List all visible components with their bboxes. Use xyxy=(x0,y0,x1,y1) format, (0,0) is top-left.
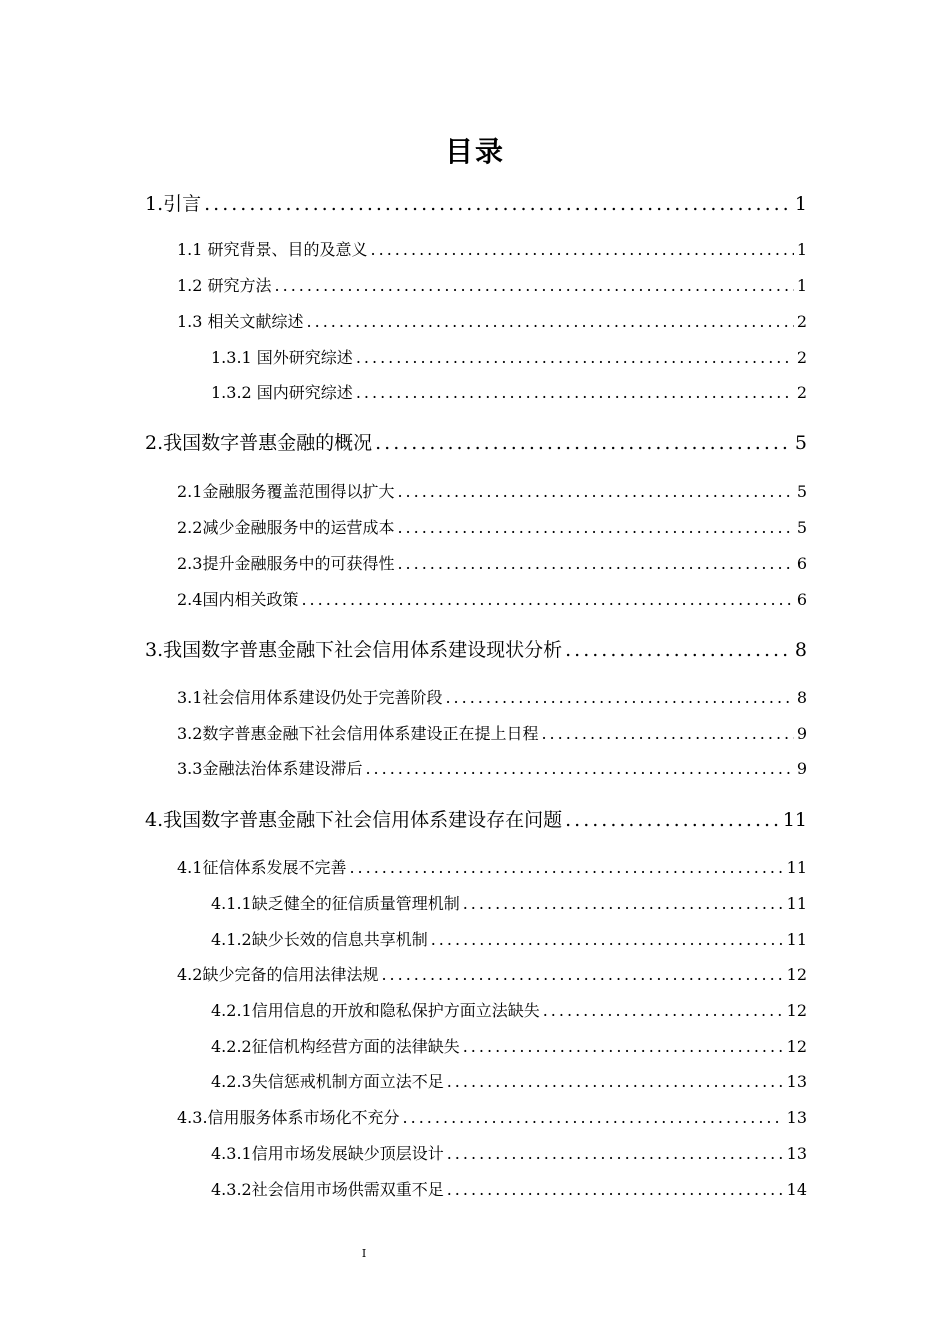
toc-entry-text: 3.1社会信用体系建设仍处于完善阶段 xyxy=(177,688,443,707)
toc-entry[interactable] xyxy=(211,346,807,370)
toc-dot-leader xyxy=(365,757,793,781)
toc-dot-leader xyxy=(447,1070,784,1094)
toc-entry[interactable] xyxy=(177,552,807,576)
toc-entry[interactable] xyxy=(211,1178,807,1202)
toc-entry-text: 4.3.1信用市场发展缺少顶层设计 xyxy=(211,1144,444,1163)
toc-entry-page: 9 xyxy=(796,759,807,778)
toc-entry-text: 1.3.1 国外研究综述 xyxy=(211,348,353,367)
toc-entry-page: 13 xyxy=(786,1108,807,1127)
toc-dot-leader xyxy=(431,928,784,952)
page-title: 目录 xyxy=(444,135,505,168)
toc-entry-text: 2.2减少金融服务中的运营成本 xyxy=(177,518,395,537)
toc-dot-leader xyxy=(565,636,792,664)
toc-entry-text: 3.2数字普惠金融下社会信用体系建设正在提上日程 xyxy=(177,724,539,743)
toc-dot-leader xyxy=(397,480,793,504)
toc-entry-text: 1.2 研究方法 xyxy=(177,276,272,295)
toc-entry[interactable] xyxy=(177,856,807,880)
toc-dot-leader xyxy=(307,310,794,334)
page-number: I xyxy=(361,1247,367,1260)
toc-entry-page: 2 xyxy=(796,383,807,402)
toc-entry-page: 12 xyxy=(786,1037,807,1056)
toc-entry-page: 5 xyxy=(794,432,807,454)
toc-entry-page: 6 xyxy=(796,554,807,573)
toc-entry[interactable] xyxy=(211,1142,807,1166)
toc-entry-text: 1.1 研究背景、目的及意义 xyxy=(177,240,368,259)
toc-entry[interactable] xyxy=(211,1035,807,1059)
toc-dot-leader xyxy=(204,190,792,218)
toc-dot-leader xyxy=(301,588,793,612)
toc-entry[interactable] xyxy=(145,190,807,218)
toc-entry[interactable] xyxy=(177,274,807,298)
toc-entry-text: 2.1金融服务覆盖范围得以扩大 xyxy=(177,482,395,501)
toc-entry-text: 4.2缺少完备的信用法律法规 xyxy=(177,965,379,984)
toc-entry-text: 1.引言 xyxy=(145,193,202,215)
toc-entry[interactable] xyxy=(177,722,807,746)
toc-entry[interactable] xyxy=(177,757,807,781)
toc-entry[interactable] xyxy=(177,1106,807,1130)
toc-entry-page: 6 xyxy=(796,590,807,609)
toc-dot-leader xyxy=(381,963,783,987)
toc-entry[interactable] xyxy=(177,310,807,334)
toc-entry-page: 1 xyxy=(794,193,807,215)
toc-entry[interactable] xyxy=(211,928,807,952)
toc-entry-page: 8 xyxy=(794,639,807,661)
toc-entry[interactable] xyxy=(211,999,807,1023)
toc-dot-leader xyxy=(445,686,793,710)
toc-entry-text: 1.3.2 国内研究综述 xyxy=(211,383,353,402)
toc-entry[interactable] xyxy=(177,686,807,710)
toc-entry-page: 12 xyxy=(786,1001,807,1020)
toc-entry-text: 4.我国数字普惠金融下社会信用体系建设存在问题 xyxy=(145,809,563,831)
toc-entry-text: 4.2.2征信机构经营方面的法律缺失 xyxy=(211,1037,460,1056)
toc-entry-page: 11 xyxy=(786,930,807,949)
toc-entry[interactable] xyxy=(211,1070,807,1094)
toc-dot-leader xyxy=(356,346,794,370)
toc-entry-text: 4.2.1信用信息的开放和隐私保护方面立法缺失 xyxy=(211,1001,540,1020)
toc-entry-page: 13 xyxy=(786,1144,807,1163)
toc-entry-page: 8 xyxy=(796,688,807,707)
toc-entry-page: 11 xyxy=(786,894,807,913)
toc-entry[interactable] xyxy=(177,238,807,262)
toc-entry-text: 4.1.2缺少长效的信息共享机制 xyxy=(211,930,428,949)
toc-entry[interactable] xyxy=(211,381,807,405)
toc-entry[interactable] xyxy=(211,892,807,916)
toc-entry-page: 11 xyxy=(782,809,807,831)
toc-dot-leader xyxy=(543,999,784,1023)
toc-entry-text: 3.3金融法治体系建设滞后 xyxy=(177,759,363,778)
toc-entry-text: 4.3.信用服务体系市场化不充分 xyxy=(177,1108,400,1127)
toc-entry[interactable] xyxy=(145,636,807,664)
toc-dot-leader xyxy=(349,856,783,880)
toc-entry-page: 1 xyxy=(796,240,807,259)
toc-entry[interactable] xyxy=(177,588,807,612)
toc-dot-leader xyxy=(447,1178,784,1202)
toc-entry-text: 4.1.1缺乏健全的征信质量管理机制 xyxy=(211,894,460,913)
toc-entry-page: 9 xyxy=(796,724,807,743)
toc-entry-text: 3.我国数字普惠金融下社会信用体系建设现状分析 xyxy=(145,639,563,661)
toc-dot-leader xyxy=(463,892,784,916)
toc-entry-page: 14 xyxy=(786,1180,807,1199)
toc-entry-page: 13 xyxy=(786,1072,807,1091)
toc-dot-leader xyxy=(375,429,792,457)
toc-entry-text: 2.4国内相关政策 xyxy=(177,590,299,609)
toc-dot-leader xyxy=(397,516,793,540)
toc-dot-leader xyxy=(447,1142,784,1166)
toc-dot-leader xyxy=(371,238,794,262)
toc-entry-text: 2.我国数字普惠金融的概况 xyxy=(145,432,373,454)
toc-dot-leader xyxy=(541,722,793,746)
toc-entry-page: 5 xyxy=(796,482,807,501)
toc-entry[interactable] xyxy=(145,806,807,834)
toc-entry[interactable] xyxy=(177,963,807,987)
toc-entry-text: 4.3.2社会信用市场供需双重不足 xyxy=(211,1180,444,1199)
toc-entry-text: 1.3 相关文献综述 xyxy=(177,312,304,331)
toc-dot-leader xyxy=(356,381,794,405)
toc-entry-page: 11 xyxy=(786,858,807,877)
toc-entry[interactable] xyxy=(145,429,807,457)
toc-entry-page: 1 xyxy=(796,276,807,295)
toc-entry[interactable] xyxy=(177,516,807,540)
toc-entry-text: 4.1征信体系发展不完善 xyxy=(177,858,347,877)
toc-entry-page: 2 xyxy=(796,312,807,331)
toc-dot-leader xyxy=(463,1035,784,1059)
toc-dot-leader xyxy=(397,552,793,576)
toc-entry-page: 2 xyxy=(796,348,807,367)
toc-entry[interactable] xyxy=(177,480,807,504)
toc-entry-page: 5 xyxy=(796,518,807,537)
toc-entry-text: 2.3提升金融服务中的可获得性 xyxy=(177,554,395,573)
toc-entry-page: 12 xyxy=(786,965,807,984)
toc-dot-leader xyxy=(565,806,780,834)
toc-dot-leader xyxy=(275,274,794,298)
toc-entry-text: 4.2.3失信惩戒机制方面立法不足 xyxy=(211,1072,444,1091)
toc-dot-leader xyxy=(403,1106,784,1130)
